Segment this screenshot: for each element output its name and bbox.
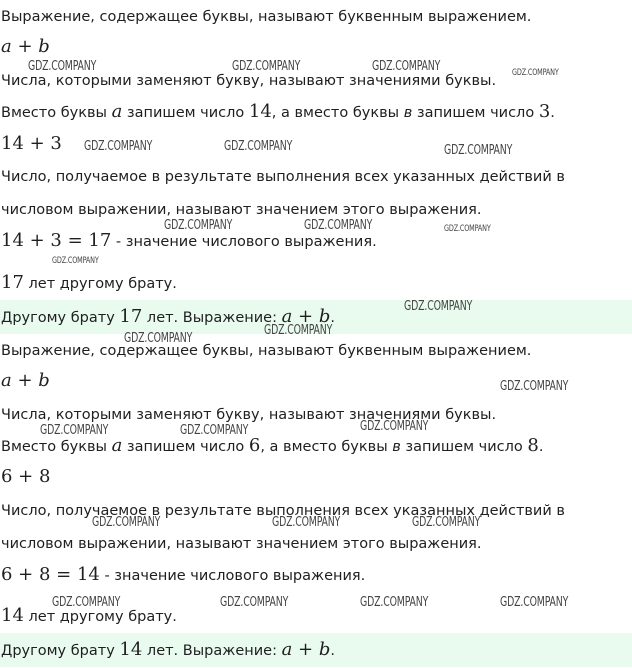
watermark: GDZ.COMPANY [40,423,109,438]
text-part: лет другому брату. [23,609,177,625]
text-part: лет другому брату. [23,276,177,292]
text-part: , а вместо буквы [271,105,404,121]
answer-line [1,308,335,327]
equation-note: - значение числового выражения. [99,568,366,584]
watermark: GDZ.COMPANY [224,139,293,154]
answer-line [1,641,335,660]
letter-expression: a + b [1,36,50,57]
watermark: GDZ.COMPANY [500,379,569,394]
text-part: Вместо буквы [1,439,112,455]
answer-expression: a + b [281,306,331,327]
substitution-text [1,103,555,122]
value-definition-line: числовом выражении, называют значением этого выражения. [1,202,482,218]
watermark: GDZ.COMPANY [232,59,301,74]
watermark: GDZ.COMPANY [180,423,249,438]
years-line [1,607,177,626]
watermark: GDZ.COMPANY [52,595,121,610]
text-part: Другому брату [1,310,120,326]
text-part: . [330,643,335,659]
text-part: запишем число [122,439,249,455]
text-part: лет. Выражение: [142,643,282,659]
numeric-expression: 14 + 3 [1,133,62,154]
number: 8 [527,435,539,456]
answer-expression: a + b [281,639,331,660]
watermark: GDZ.COMPANY [84,139,153,154]
numeric-expression: 6 + 8 [1,466,51,487]
text-part: . [330,310,335,326]
number: 3 [538,101,551,122]
number: 14 [248,101,272,122]
text-part: , а вместо буквы [260,439,393,455]
definition-text: Выражение, содержащее буквы, называют буквенным выражением. [1,9,532,25]
watermark: GDZ.COMPANY [500,595,569,610]
number: 17 [1,272,24,293]
watermark: GDZ.COMPANY [272,515,341,530]
watermark: GDZ.COMPANY [220,595,289,610]
watermark: GDZ.COMPANY [404,299,473,314]
text-part: запишем число [400,439,528,455]
substitution-text [1,437,543,456]
letter-b: в [403,105,413,121]
equation-line [1,566,365,585]
watermark: GDZ.COMPANY [372,59,441,74]
watermark: GDZ.COMPANY [92,515,161,530]
letter-expression: a + b [1,370,50,391]
number: 17 [119,306,143,327]
watermark: GDZ.COMPANY [360,595,429,610]
equation-note: - значение числового выражения. [111,234,377,250]
values-definition: Числа, которыми заменяют букву, называют значениями буквы. [1,73,497,89]
value-definition-line: Число, получаемое в результате выполнения всех указанных действий в [1,503,565,519]
equation: 14 + 3 = 17 [1,230,112,251]
value-definition-line: Число, получаемое в результате выполнения всех указанных действий в [1,169,565,185]
number: 14 [1,605,24,626]
watermark: GDZ.COMPANY [412,515,481,530]
text-part: лет. Выражение: [142,310,282,326]
letter-a: a [111,435,123,456]
equation: 6 + 8 = 14 [1,564,100,585]
text-part: . [538,439,544,455]
values-definition: Числа, которыми заменяют букву, называют значениями буквы. [1,407,497,423]
text-part: запишем число [122,105,249,121]
watermark: GDZ.COMPANY [304,218,373,233]
number: 6 [248,435,261,456]
watermark: GDZ.COMPANY [52,256,99,266]
number: 14 [119,639,143,660]
watermark: GDZ.COMPANY [164,218,233,233]
text-part: запишем число [412,105,539,121]
definition-text: Выражение, содержащее буквы, называют буквенным выражением. [1,343,532,359]
watermark: GDZ.COMPANY [512,68,559,78]
watermark: GDZ.COMPANY [264,323,333,338]
text-part: Другому брату [1,643,120,659]
years-line [1,274,177,293]
value-definition-line: числовом выражении, называют значением этого выражения. [1,536,482,552]
letter-a: a [111,101,123,122]
watermark: GDZ.COMPANY [444,224,491,234]
watermark: GDZ.COMPANY [124,331,193,346]
watermark: GDZ.COMPANY [444,143,513,158]
watermark: GDZ.COMPANY [28,59,97,74]
letter-b: в [392,439,401,455]
equation-line [1,232,377,251]
text-part: . [550,105,555,121]
watermark: GDZ.COMPANY [360,419,429,434]
text-part: Вместо буквы [1,105,112,121]
